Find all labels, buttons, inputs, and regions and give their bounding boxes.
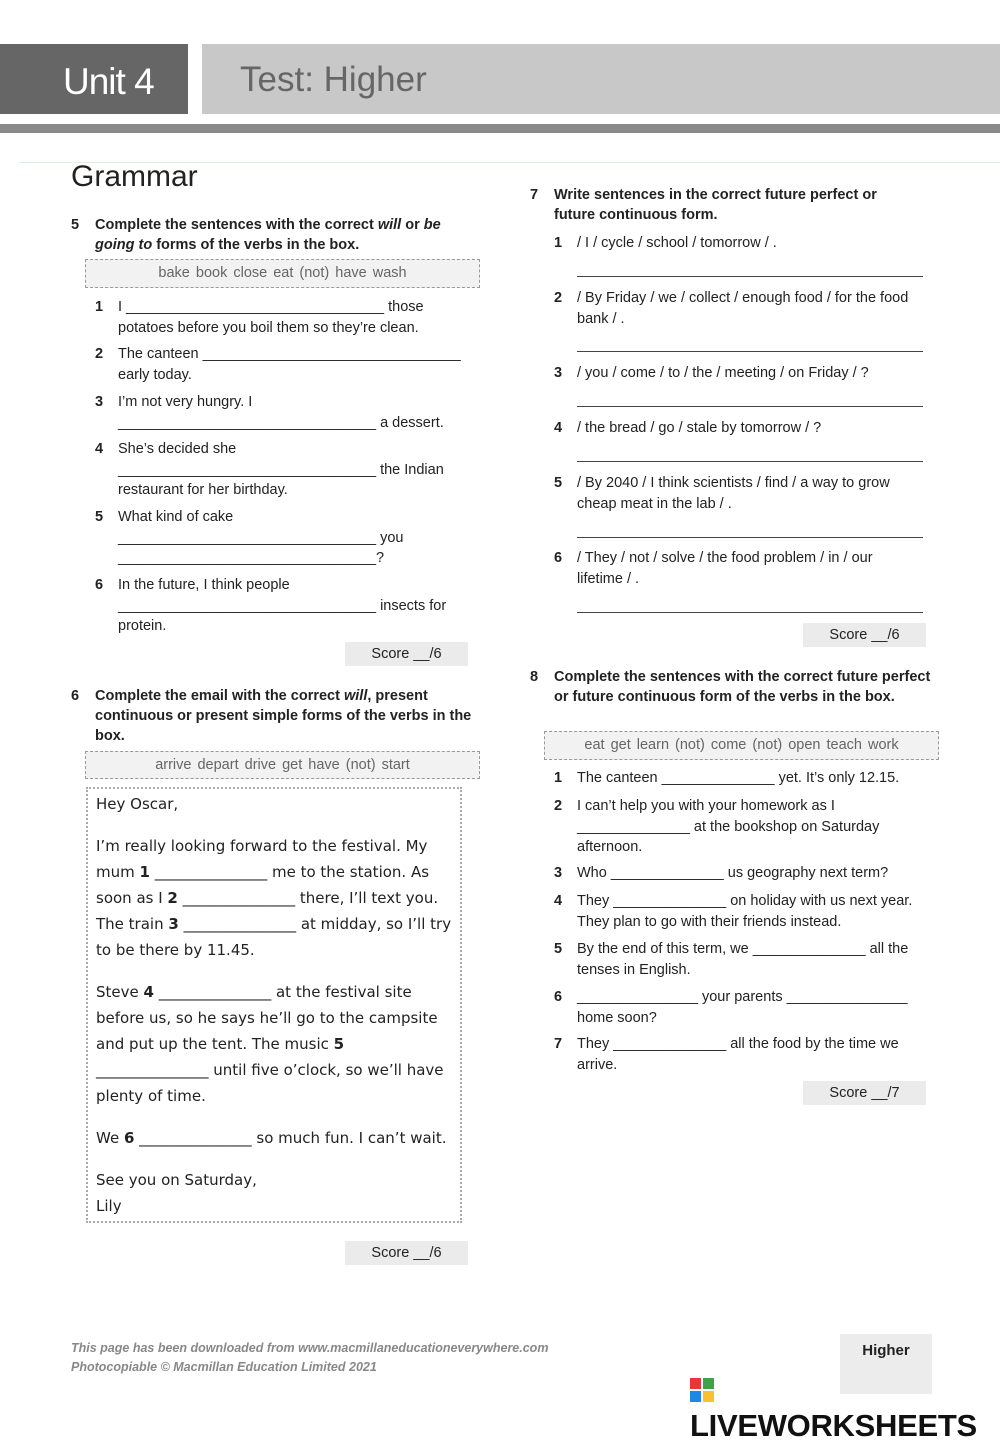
- q6-word-box: arrive depart drive get have (not) start: [85, 751, 480, 779]
- q8-item-5[interactable]: 5 By the end of this term, we ______________ all the tenses in English.: [554, 941, 909, 978]
- q6-instruction: 6 Complete the email with the correct will, present continuous or present simple forms of the verbs in the box.: [71, 688, 472, 744]
- q7-answer-line-5[interactable]: [577, 537, 923, 538]
- email-name: Lily: [96, 1197, 122, 1215]
- q7-item-1: 1 / I / cycle / school / tomorrow / .: [554, 235, 777, 251]
- q7-answer-line-1[interactable]: [577, 276, 923, 277]
- q7-score: Score __/6: [803, 623, 926, 647]
- q8-item-3[interactable]: 3 Who ______________ us geography next term?: [554, 865, 889, 881]
- q7-number: 7: [530, 187, 539, 203]
- q5-instruction: 5 Complete the sentences with the correct will or be going to forms of the verbs in the box.: [71, 217, 441, 253]
- test-title: Test: Higher: [202, 44, 1000, 114]
- q7-item-2: 2 / By Friday / we / collect / enough food / for the food bank / .: [554, 290, 909, 327]
- q7-item-4: 4 / the bread / go / stale by tomorrow / ?: [554, 420, 822, 436]
- email-greeting: Hey Oscar,: [96, 795, 179, 813]
- q7-item-5: 5 / By 2040 / I think scientists / find / a way to grow cheap meat in the lab / .: [554, 475, 890, 512]
- q5-item-2[interactable]: 2 The canteen ________________________________ early today.: [95, 346, 461, 383]
- liveworksheets-text: LIVEWORKSHEETS: [690, 1408, 977, 1443]
- q6-number: 6: [71, 688, 80, 704]
- header-rule: [0, 124, 1000, 133]
- footer-download-note: This page has been downloaded from www.macmillaneducationeverywhere.com: [71, 1341, 549, 1355]
- q5-item-6[interactable]: 6 In the future, I think people ________________________________ insects for protein.: [95, 577, 447, 634]
- liveworksheets-icon: [690, 1378, 714, 1402]
- q8-word-box: eat get learn (not) come (not) open teach work: [544, 731, 939, 760]
- q7-answer-line-3[interactable]: [577, 406, 923, 407]
- email-text: [86, 787, 462, 1223]
- q8-item-6[interactable]: 6 _______________ your parents _______________ home soon?: [554, 989, 908, 1026]
- q8-instruction: 8 Complete the sentences with the correct future perfect or future continuous form of the verbs in the box.: [530, 669, 931, 705]
- email-paragraph-2[interactable]: Steve 4 _______________ at the festival site before us, so he says he’ll go to the campsite and put up the tent. The music 5 _______________ until five o’clock, so we’ll have plenty of time.: [96, 983, 444, 1105]
- q5-item-3[interactable]: 3 I’m not very hungry. I ________________________________ a dessert.: [95, 394, 444, 431]
- q5-number: 5: [71, 217, 80, 233]
- q5-item-5[interactable]: 5 What kind of cake ________________________________ you ________________________________?: [95, 509, 404, 566]
- q6-score: Score __/6: [345, 1241, 468, 1265]
- q8-item-7[interactable]: 7 They ______________ all the food by the time we arrive.: [554, 1036, 899, 1073]
- q8-item-2[interactable]: 2 I can’t help you with your homework as I ______________ at the bookshop on Saturday afternoon.: [554, 798, 880, 855]
- footer-copyright: Photocopiable © Macmillan Education Limited 2021: [71, 1360, 377, 1374]
- q7-instruction: 7 Write sentences in the correct future perfect or future continuous form.: [530, 187, 877, 223]
- q8-score: Score __/7: [803, 1081, 926, 1105]
- section-title: Grammar: [71, 160, 198, 193]
- email-paragraph-3[interactable]: We 6 _______________ so much fun. I can’t wait.: [96, 1129, 447, 1147]
- q8-number: 8: [530, 669, 539, 685]
- q5-score: Score __/6: [345, 642, 468, 666]
- q7-answer-line-2[interactable]: [577, 351, 923, 352]
- level-badge: Higher: [840, 1334, 932, 1394]
- q5-word-box: bake book close eat (not) have wash: [85, 259, 480, 288]
- q7-answer-line-6[interactable]: [577, 612, 923, 613]
- q8-item-4[interactable]: 4 They ______________ on holiday with us next year. They plan to go with their friends instead.: [554, 893, 913, 930]
- q7-item-6: 6 / They / not / solve / the food problem / in / our lifetime / .: [554, 550, 873, 587]
- q7-answer-line-4[interactable]: [577, 461, 923, 462]
- unit-label: Unit 4: [0, 44, 188, 114]
- q5-item-1[interactable]: 1 I ________________________________ those potatoes before you boil them so they’re clean.: [95, 299, 424, 336]
- email-signoff: See you on Saturday,: [96, 1171, 257, 1189]
- q5-item-4[interactable]: 4 She’s decided she ________________________________ the Indian restaurant for her birthday.: [95, 441, 444, 498]
- q8-item-1[interactable]: 1 The canteen ______________ yet. It’s only 12.15.: [554, 770, 900, 786]
- liveworksheets-logo: [690, 1372, 1000, 1444]
- q7-item-3: 3 / you / come / to / the / meeting / on Friday / ?: [554, 365, 869, 381]
- email-paragraph-1[interactable]: I’m really looking forward to the festival. My mum 1 _______________ me to the station. As soon as I 2 _______________ there, I’ll text you. The train 3 _______________ at midday, so I’ll try to be there by 11.45.: [96, 837, 452, 959]
